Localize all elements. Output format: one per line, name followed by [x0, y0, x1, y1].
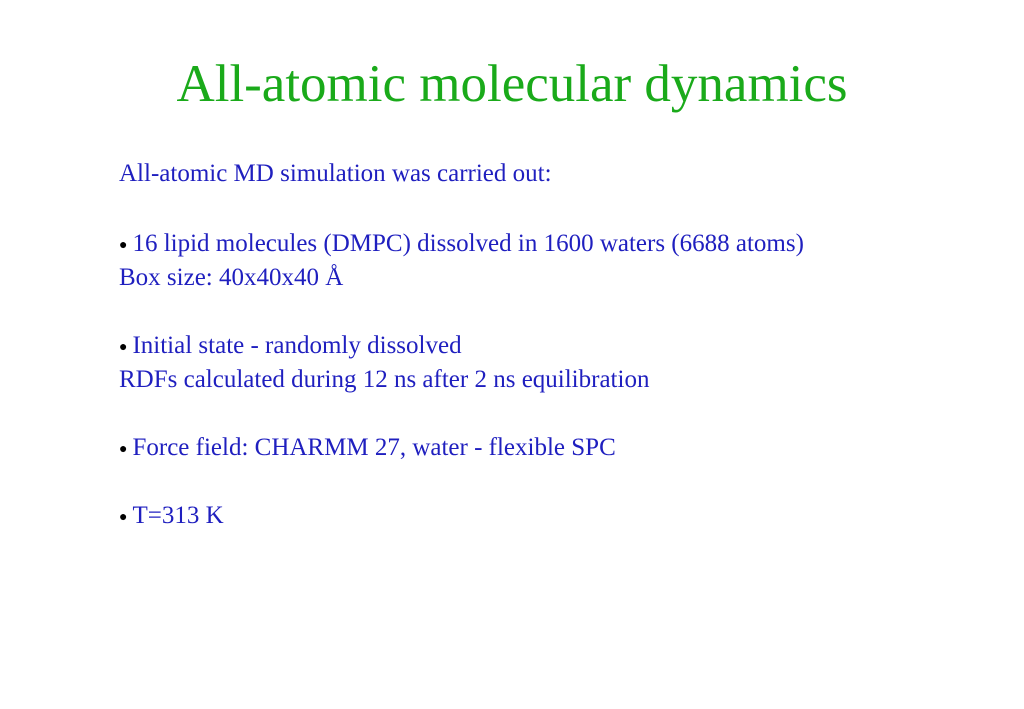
bullet-continuation-2: RDFs calculated during 12 ns after 2 ns equilibration	[119, 366, 650, 393]
bullet-item-4	[119, 499, 224, 535]
bullet-icon: ●	[119, 510, 128, 525]
bullet-item-3	[119, 431, 616, 467]
bullet-icon: ●	[119, 442, 128, 457]
bullet-text: Initial state - randomly dissolved	[132, 332, 462, 359]
bullet-continuation-1: Box size: 40x40x40 Å	[119, 264, 344, 291]
bullet-item-1	[119, 227, 804, 263]
bullet-icon: ●	[119, 340, 128, 355]
bullet-text: Force field: CHARMM 27, water - flexible SPC	[132, 434, 616, 461]
bullet-item-2	[119, 329, 462, 365]
bullet-text: T=313 K	[132, 502, 224, 529]
bullet-icon: ●	[119, 238, 128, 253]
bullet-text: 16 lipid molecules (DMPC) dissolved in 1600 waters (6688 atoms)	[132, 230, 804, 257]
slide-title: All-atomic molecular dynamics	[176, 55, 848, 113]
intro-text: All-atomic MD simulation was carried out:	[119, 160, 552, 187]
